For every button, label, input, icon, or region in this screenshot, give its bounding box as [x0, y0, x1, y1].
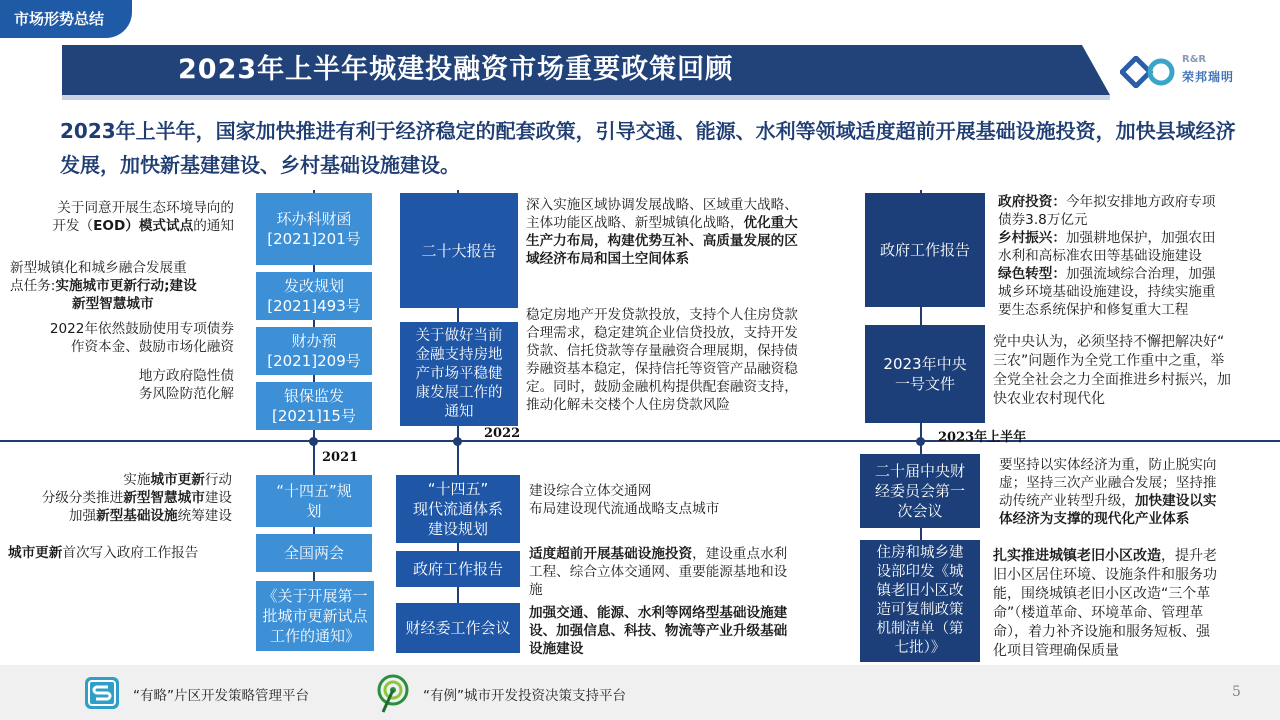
year-label-2022: 2022 — [484, 426, 521, 441]
timeline-node-2023 — [916, 437, 925, 446]
note-14th-fyp: 实施城市更新行动 分级分类推进新型智慧城市建设 加强新型基础设施统筹建设 — [41, 472, 232, 524]
policy-box-circulation-plan: “十四五” 现代流通体系 建设规划 — [396, 475, 520, 543]
timeline-node-2022 — [453, 437, 462, 446]
title-band-shadow — [62, 95, 1110, 100]
timeline-node-2021 — [309, 437, 318, 446]
text-central-doc-1: 党中央认为，必须坚持不懈把解决好“ 三农”问题作为全党工作重中之重，举 全党全社会之力全面推进乡村振兴，加 快农业农村现代化 — [993, 334, 1231, 407]
text-20th-finance-committee: 要坚持以实体经济为重，防止脱实向 虚；坚持三次产业融合发展；坚持推 动传统产业转型升级，加快建设以实 体经济为支撑的现代化产业体系 — [999, 457, 1217, 527]
youli-platform-label: “有例”城市开发投资决策支持平台 — [423, 688, 626, 704]
policy-box-urban-renewal-pilot: 《关于开展第一 批城市更新试点 工作的通知》 — [256, 581, 374, 651]
text-finance-committee: 加强交通、能源、水利等网络型基础设施建 设、加强信息、科技、物流等产业升级基础 设施建设 — [529, 605, 788, 657]
policy-box-20th-finance-committee: 二十届中央财 经委员会第一 次会议 — [860, 454, 980, 528]
text-real-estate-finance: 稳定房地产开发贷款投放，支持个人住房贷款 合理需求，稳定建筑企业信贷投放，支持开发 贷款、信托贷款等存量融资合理展期，保持债 券融资基本稳定，保持信托等资管产品融资稳 定。同时，鼓励金融机构提供配套融资支持， 推动化解未交楼个人住房贷款风险 — [526, 307, 798, 413]
title-band-tail — [1082, 45, 1110, 95]
logo-text-cn: 荣邦瑞明 — [1182, 70, 1235, 84]
policy-box-yinbaojian-15: 银保监发 [2021]15号 — [256, 382, 372, 430]
policy-box-env-201: 环办科财函 [2021]201号 — [256, 193, 372, 265]
text-gov-work-report-2022: 适度超前开展基础设施投资，建设重点水利 工程、综合立体交通网、重要能源基地和设 施 — [529, 546, 788, 598]
text-gov-work-report-2023: 政府投资：今年拟安排地方政府专项 债券3.8万亿元 乡村振兴：加强耕地保护，加强农田 水利和高标准农田等基础设施建设 绿色转型：加强流域综合治理，加强 城乡环境基础设施建设，持续实施重 要生态系统保护和修复重大工程 — [998, 194, 1216, 318]
youlue-platform-icon — [84, 676, 120, 710]
text-circulation-plan: 建设综合立体交通网 布局建设现代流通战略支点城市 — [529, 483, 720, 517]
policy-box-14th-fyp: “十四五”规 划 — [256, 475, 372, 527]
policy-box-finance-committee: 财经委工作会议 — [396, 603, 520, 653]
note-hidden-debt: 地方政府隐性债 务风险防范化解 — [138, 368, 234, 402]
note-special-bond: 2022年依然鼓励使用专项债券 作资本金、鼓励市场化融资 — [49, 321, 234, 355]
note-two-sessions: 城市更新首次写入政府工作报告 — [8, 545, 199, 561]
text-old-community-renovation: 扎实推进城镇老旧小区改造，提升老 旧小区居住环境、设施条件和服务功 能，围绕城镇老旧小区改造“三个革 命”（楼道革命、环境革命、管理革 命），着力补齐设施和服务短板、强 化项目管理确保质量 — [993, 548, 1217, 659]
section-tag: 市场形势总结 — [0, 0, 132, 38]
note-eod-pilot: 关于同意开展生态环境导向的 开发（EOD）模式试点的通知 — [52, 200, 234, 234]
page-title: 2023年上半年城建投融资市场重要政策回顾 — [178, 54, 734, 85]
policy-box-gov-work-report-2023: 政府工作报告 — [865, 193, 985, 307]
logo-mark-icon — [1120, 56, 1180, 88]
policy-box-caiban-209: 财办预 [2021]209号 — [256, 327, 372, 375]
text-20th-congress: 深入实施区域协调发展战略、区域重大战略、 主体功能区战略、新型城镇化战略，优化重大 生产力布局，构建优势互补、高质量发展的区 域经济布局和国土空间体系 — [526, 197, 798, 267]
youli-platform-icon — [375, 674, 411, 714]
youlue-platform-label: “有略”片区开发策略管理平台 — [133, 688, 309, 704]
logo-text-en: R&R — [1182, 54, 1207, 65]
policy-box-old-community-renovation: 住房和城乡建 设部印发《城 镇老旧小区改 造可复制政策 机制清单（第 七批）》 — [860, 540, 980, 662]
year-label-2021: 2021 — [322, 450, 359, 465]
policy-box-20th-congress: 二十大报告 — [400, 193, 518, 308]
company-logo — [1120, 52, 1270, 92]
policy-box-two-sessions: 全国两会 — [256, 534, 372, 572]
policy-box-fagai-493: 发改规划 [2021]493号 — [256, 272, 372, 320]
note-urbanization: 新型城镇化和城乡融合发展重 点任务:实施城市更新行动;建设 新型智慧城市 — [10, 260, 197, 312]
intro-summary: 2023年上半年，国家加快推进有利于经济稳定的配套政策，引导交通、能源、水利等领域适度超前开展基础设施投资，加快县域经济发展，加快新基建建设、乡村基础设施建设。 — [60, 119, 1236, 177]
page-number: 5 — [1232, 684, 1241, 700]
policy-box-central-doc-1: 2023年中央 一号文件 — [865, 325, 985, 423]
timeline-axis — [0, 440, 1280, 442]
year-label-2023h1: 2023年上半年 — [938, 430, 1027, 445]
policy-box-real-estate-finance: 关于做好当前 金融支持房地 产市场平稳健 康发展工作的 通知 — [400, 322, 518, 426]
policy-box-gov-work-report-2022: 政府工作报告 — [396, 551, 520, 587]
